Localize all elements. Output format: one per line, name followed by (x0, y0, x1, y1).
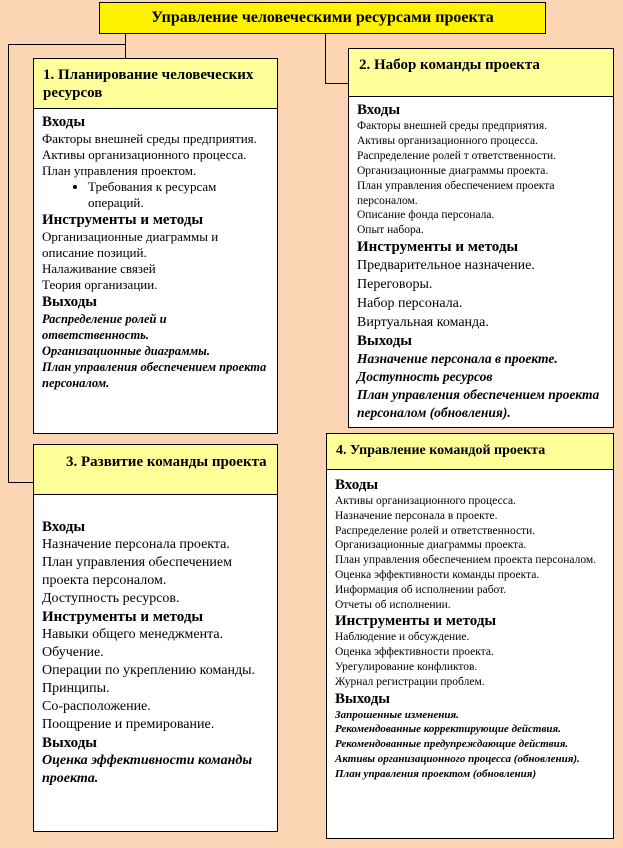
connector-left-horizontal (8, 44, 126, 45)
tool-item: Обучение. (42, 645, 104, 660)
output-item: Распределение ролей и ответственность. (42, 312, 167, 342)
input-item: Оценка эффективности команды проекта. (335, 568, 540, 581)
connector-right-to-card2 (325, 83, 349, 84)
process-card-develop-team (33, 444, 278, 832)
tool-item: Навыки общего менеджмента. (42, 627, 224, 642)
tools-label: Инструменты и методы (335, 613, 497, 630)
process-heading: 2. Набор команды проекта (349, 49, 613, 97)
outputs-label: Выходы (42, 294, 98, 310)
tool-item: Оценка эффективности проекта. (335, 646, 494, 659)
input-item: Описание фонда персонала. (357, 209, 495, 222)
output-item: Организационные диаграммы. (42, 344, 210, 358)
inputs-label: Входы (357, 102, 401, 118)
tool-item: Принципы. (42, 681, 110, 696)
tool-item: Журнал регистрации проблем. (335, 675, 485, 688)
tool-item: Операции по укреплению команды. (42, 663, 255, 678)
input-item: Опыт набора. (357, 224, 424, 237)
tool-item: Со-расположение. (42, 699, 151, 714)
output-item: Доступность ресурсов (357, 369, 493, 385)
input-item: Назначение персонала проекта. (42, 537, 230, 552)
tool-item: Набор персонала. (357, 296, 463, 312)
inputs-label: Входы (42, 114, 86, 130)
process-card-acquire-team (348, 48, 614, 428)
input-item: Активы организационного процесса. (42, 147, 247, 162)
input-item: План управления обеспечением проекта персоналом. (42, 555, 232, 588)
output-item: Запрошенные изменения. (335, 708, 459, 721)
tool-item: Переговоры. (357, 277, 433, 293)
input-item: Распределение ролей и ответственности. (335, 524, 536, 537)
input-item: Распределение ролей т ответственности. (357, 149, 557, 162)
tools-label: Инструменты и методы (42, 212, 204, 228)
process-heading: 1. Планирование человеческих ресурсов (34, 59, 277, 109)
tool-item: Виртуальная команда. (357, 315, 489, 331)
tools-label: Инструменты и методы (357, 239, 519, 256)
input-bullet-item: • Требования к ресурсам операций. (88, 179, 271, 211)
output-item: Рекомендованные предупреждающие действия. (335, 738, 569, 751)
input-item: Активы организационного процесса. (357, 134, 538, 147)
output-item: Назначение персонала в проекте. (357, 351, 558, 367)
input-bullet-list (42, 179, 271, 211)
output-item: Оценка эффективности команды проекта. (42, 753, 253, 786)
output-item: Рекомендованные корректирующие действия. (335, 723, 561, 736)
input-item: Факторы внешней среды предприятия. (357, 120, 548, 132)
input-item: Организационные диаграммы проекта. (357, 164, 549, 177)
input-item: План управления проектом. (42, 163, 197, 178)
input-item: Отчеты об исполнении. (335, 598, 451, 611)
tool-item: Организационные диаграммы и описание позиций. (42, 229, 219, 260)
input-item: Назначение персонала в проекте. (335, 509, 498, 522)
connector-left-to-card3 (8, 482, 34, 483)
tool-item: Налаживание связей (42, 261, 156, 276)
output-item: Активы организационного процесса (обновления). (335, 752, 580, 765)
tool-item: Наблюдение и обсуждение. (335, 631, 470, 644)
outputs-label: Выходы (42, 735, 98, 751)
process-heading: 3. Развитие команды проекта (34, 445, 277, 495)
tools-label: Инструменты и методы (42, 609, 204, 625)
outputs-label: Выходы (335, 690, 391, 707)
input-item: Доступность ресурсов. (42, 591, 180, 606)
process-heading: 4. Управление командой проекта (327, 434, 613, 470)
tool-item: Предварительное назначение. (357, 258, 535, 274)
input-item: Активы организационного процесса. (335, 495, 516, 507)
tool-item: Теория организации. (42, 277, 158, 292)
outputs-label: Выходы (357, 333, 413, 350)
tool-item: Поощрение и премирование. (42, 717, 215, 732)
output-item: План управления обеспечением проекта персоналом. (42, 360, 267, 390)
output-item: План управления проектом (обновления) (335, 767, 537, 780)
input-item: Факторы внешней среды предприятия. (42, 131, 257, 146)
inputs-label: Входы (42, 519, 86, 535)
input-item: Информация об исполнении работ. (335, 583, 507, 596)
process-card-planning (33, 58, 278, 434)
process-card-manage-team (326, 433, 614, 839)
tool-item: Урегулирование конфликтов. (335, 660, 478, 673)
input-item: Организационные диаграммы проекта. (335, 539, 527, 552)
connector-title-to-right (325, 34, 326, 84)
connector-left-vertical (8, 44, 9, 483)
input-item: План управления обеспечением проекта персоналом. (335, 554, 597, 567)
input-item: План управления обеспечением проекта персоналом. (357, 179, 555, 207)
output-item: План управления обеспечением проекта персоналом (обновления). (357, 387, 600, 421)
inputs-label: Входы (335, 477, 379, 493)
diagram-title: Управление человеческими ресурсами проекта (99, 2, 546, 34)
connector-title-to-card1 (125, 34, 126, 59)
